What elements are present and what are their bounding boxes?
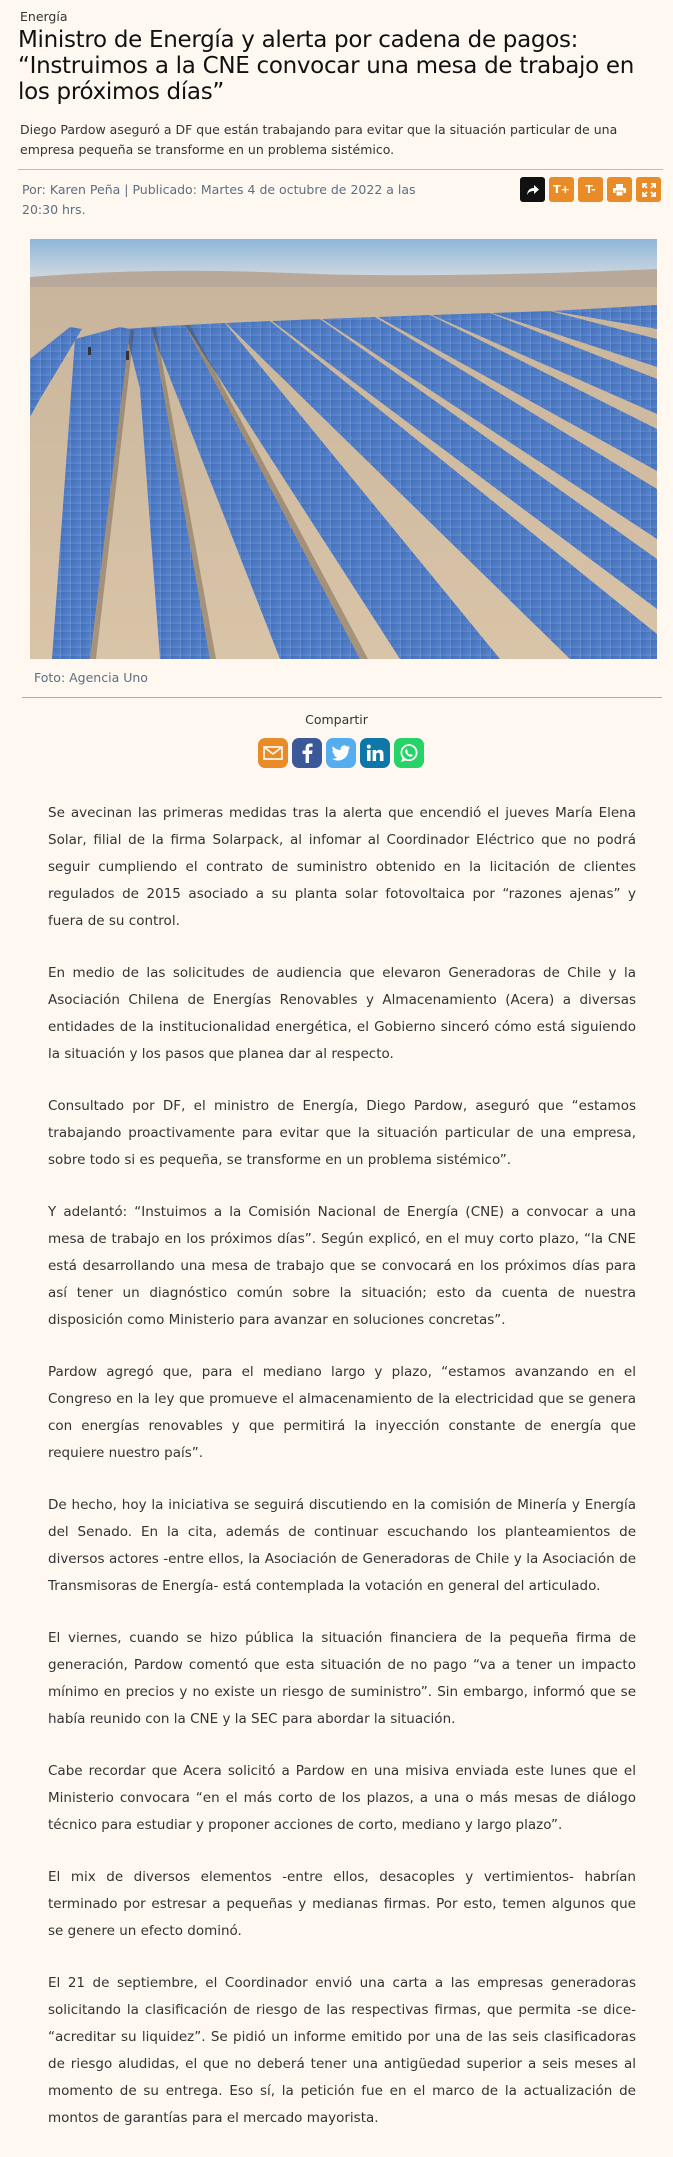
text-increase-icon[interactable]: T+ (549, 177, 574, 202)
article-paragraph: En medio de las solicitudes de audiencia que elevaron Generadoras de Chile y la Asociación Chilena de Energías Renovables y Almacenamiento (Acera) a diversas entidades de la institucionalidad energética, el Gobierno sinceró cómo está siguiendo la situación y los pasos que planea dar al respecto. (48, 965, 636, 1062)
share-arrow-icon[interactable] (520, 177, 545, 202)
article-paragraph: El 21 de septiembre, el Coordinador envió una carta a las empresas generadoras solicitando la clasificación de riesgo de las respectivas firmas, que permita -se dice- “acreditar su liquidez”. Se pidió un informe emitido por una de las seis clasificadoras de riesgo aludidas, el que no deberá tener una antigüedad superior a seis meses al momento de su entrega. Eso sí, la petición fue en el marco de la actualización de montos de garantías para el mercado mayorista. (48, 1975, 636, 2126)
header-divider (18, 169, 663, 170)
caption-divider (22, 697, 662, 698)
section-label[interactable]: Energía (20, 9, 68, 24)
article-paragraph: Se avecinan las primeras medidas tras la alerta que encendió el jueves María Elena Solar, filial de la firma Solarpack, al infomar al Coordinador Eléctrico que no podrá seguir cumpliendo el contrato de suministro obtenido en la licitación de clientes regulados de 2015 asociado a su planta solar fotovoltaica por “razones ajenas” y fuera de su control. (48, 805, 636, 929)
article-paragraph: El mix de diversos elementos -entre ellos, desacoples y vertimientos- habrían terminado por estresar a pequeñas y medianas firmas. Por esto, temen algunos que se genere un efecto dominó. (48, 1869, 636, 1939)
article-paragraph: El viernes, cuando se hizo pública la situación financiera de la pequeña firma de generación, Pardow comentó que esta situación de no pago “va a tener un impacto mínimo en precios y no existe un riesgo de suministro”. Sin embargo, informó que se había reunido con la CNE y la SEC para abordar la situación. (48, 1630, 636, 1727)
facebook-icon[interactable] (292, 738, 322, 768)
whatsapp-icon[interactable] (394, 738, 424, 768)
article-paragraph: De hecho, hoy la iniciativa se seguirá discutiendo en la comisión de Minería y Energía del Senado. En la cita, además de continuar escuchando los planteamientos de diversos actores -entre ellos, la Asociación de Generadoras de Chile y la Asociación de Transmisoras de Energía- está contemplada la votación en general del articulado. (48, 1497, 636, 1594)
article-byline: Por: Karen Peña | Publicado: Martes 4 de octubre de 2022 a las 20:30 hrs. (22, 182, 416, 217)
article-paragraph: Pardow agregó que, para el mediano largo y plazo, “estamos avanzando en el Congreso en la ley que promueve el almacenamiento de la electricidad que se genera con energías renovables y que permitirá la inyección constante de energía que requiere nuestro país”. (48, 1364, 636, 1461)
article-photo (30, 239, 657, 659)
article-headline: Ministro de Energía y alerta por cadena de pagos: “Instruimos a la CNE convocar una mesa de trabajo en los próximos días” (18, 27, 634, 105)
text-decrease-icon[interactable]: T- (578, 177, 603, 202)
fullscreen-icon[interactable] (636, 177, 661, 202)
article-paragraph: Y adelantó: “Instuimos a la Comisión Nacional de Energía (CNE) a convocar a una mesa de trabajo en los próximos días”. Según explicó, en el muy corto plazo, “la CNE está desarrollando una mesa de trabajo que se convocará en los próximos días para así tener un diagnóstico común sobre la situación; esto da cuenta de nuestra disposición como Ministerio para avanzar en soluciones concretas”. (48, 1204, 636, 1328)
article-tools (520, 177, 661, 202)
photo-caption: Foto: Agencia Uno (34, 670, 148, 685)
article-summary: Diego Pardow aseguró a DF que están trabajando para evitar que la situación particular de una empresa pequeña se transforme en un problema sistémico. (20, 122, 618, 157)
email-icon[interactable] (258, 738, 288, 768)
share-label: Compartir (305, 712, 368, 727)
linkedin-icon[interactable] (360, 738, 390, 768)
twitter-icon[interactable] (326, 738, 356, 768)
article-paragraph: Consultado por DF, el ministro de Energía, Diego Pardow, aseguró que “estamos trabajando proactivamente para evitar que la situación particular de una empresa, sobre todo si es pequeña, se transforme en un problema sistémico”. (48, 1098, 636, 1168)
article-body (48, 800, 636, 2157)
article-paragraph: Cabe recordar que Acera solicitó a Pardow en una misiva enviada este lunes que el Ministerio convocara “en el más corto de los plazos, a una o más mesas de diálogo técnico para estudiar y proponer acciones de corto, mediano y largo plazo”. (48, 1763, 636, 1833)
share-buttons (258, 738, 424, 768)
print-icon[interactable] (607, 177, 632, 202)
